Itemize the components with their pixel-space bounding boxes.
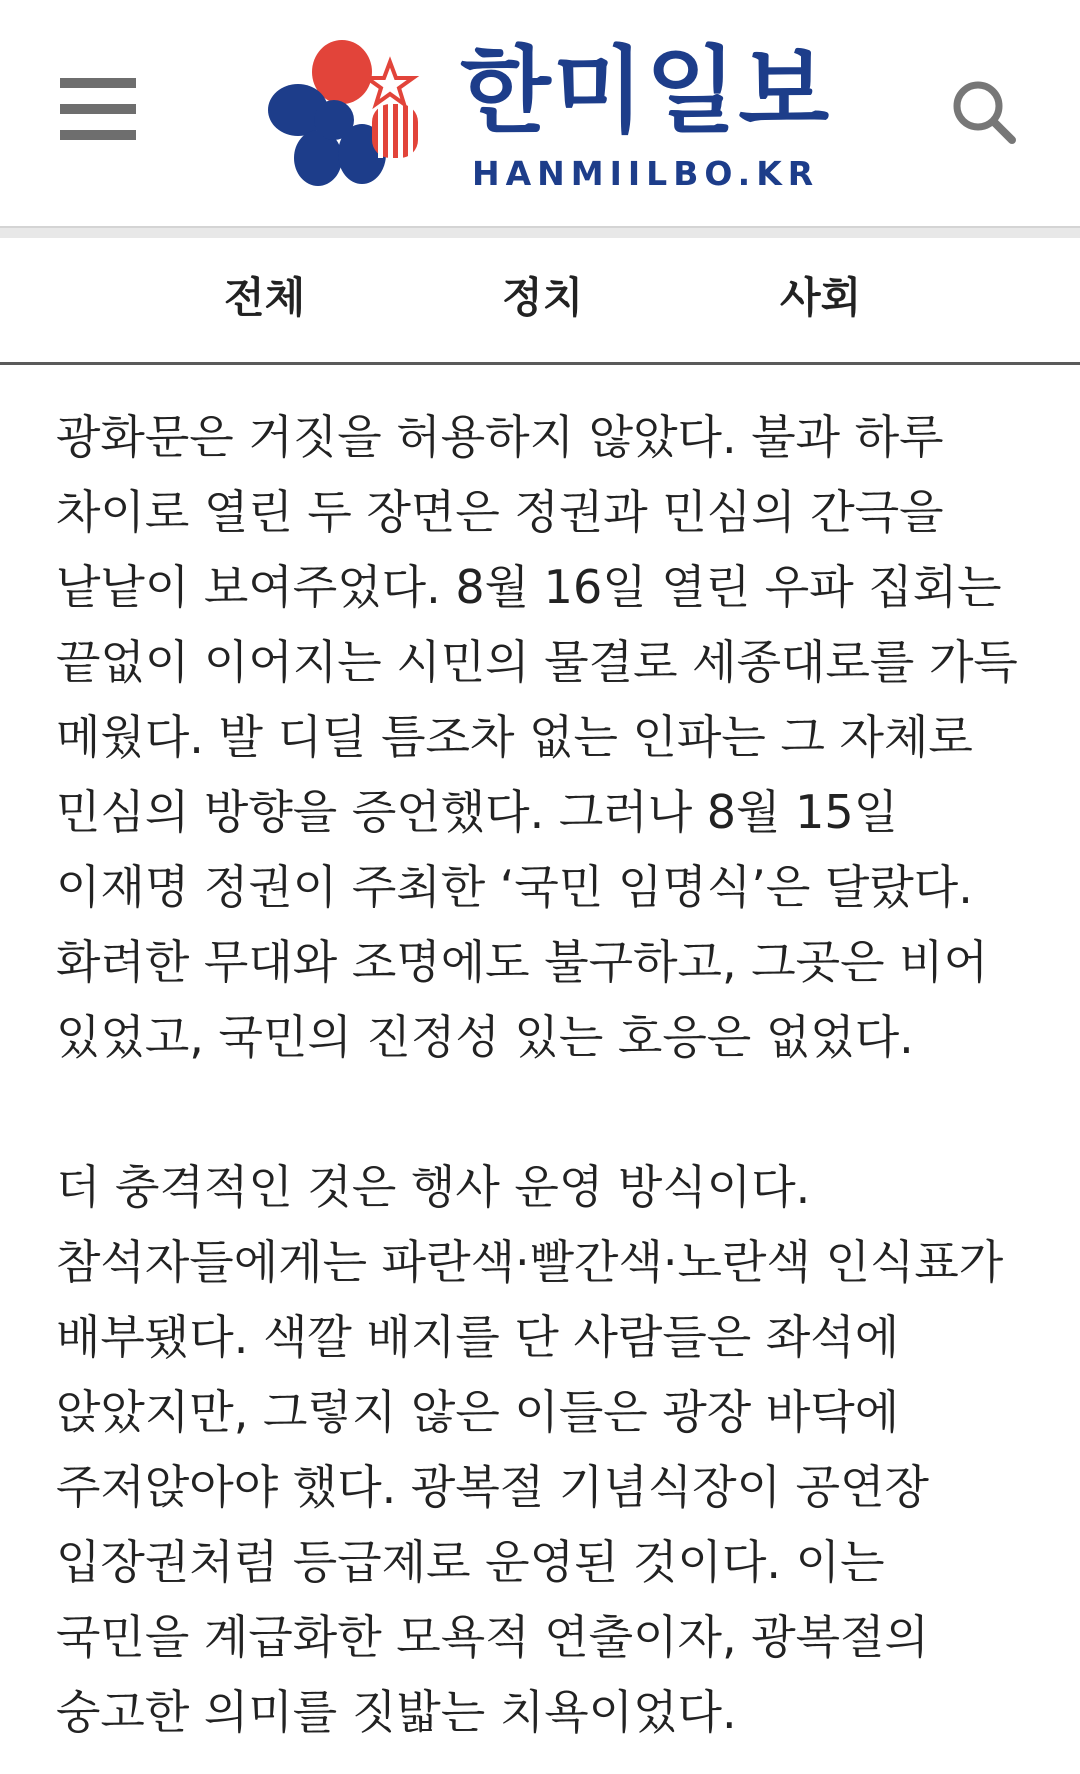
hamburger-menu-icon[interactable]	[60, 78, 136, 140]
site-logo[interactable]	[268, 36, 832, 196]
logo-subtitle: HANMIILBO.KR	[472, 154, 820, 193]
site-header	[0, 0, 1080, 226]
search-icon[interactable]	[950, 78, 1020, 148]
tab-politics[interactable]: 정치	[502, 273, 584, 322]
header-divider	[0, 226, 1080, 238]
article-paragraph: 광화문은 거짓을 허용하지 않았다. 불과 하루 차이로 열린 두 장면은 정권과 민심의 간극을 낱낱이 보여주었다. 8월 16일 열린 우파 집회는 끝없이 이어지는 시민의 물결로 세종대로를 가득 메웠다. 발 디딜 틈조차 없는 인파는 그 자체로 민심의 방향을 증언했다. 그러나 8월 15일 이재명 정권이 주최한 ‘국민 임명식’은 달랐다. 화려한 무대와 조명에도 불구하고, 그곳은 비어 있었고, 국민의 진정성 있는 호응은 없었다.	[56, 410, 1018, 1064]
article-body	[56, 400, 1026, 1750]
tab-all[interactable]: 전체	[224, 273, 306, 322]
tab-society[interactable]: 사회	[780, 273, 862, 322]
article-paragraph: 더 충격적인 것은 행사 운영 방식이다. 참석자들에게는 파란색·빨간색·노란색 인식표가 배부됐다. 색깔 배지를 단 사람들은 좌석에 앉았지만, 그렇지 않은 이들은 광장 바닥에 주저앉아야 했다. 광복절 기념식장이 공연장 입장권처럼 등급제로 운영된 것이다. 이는 국민을 계급화한 모욕적 연출이자, 광복절의 숭고한 의미를 짓밟는 치욕이었다.	[56, 1160, 1004, 1739]
hanmi-flower-emblem-icon	[268, 36, 438, 196]
category-nav	[0, 238, 1080, 365]
logo-title: 한미일보	[460, 37, 832, 146]
